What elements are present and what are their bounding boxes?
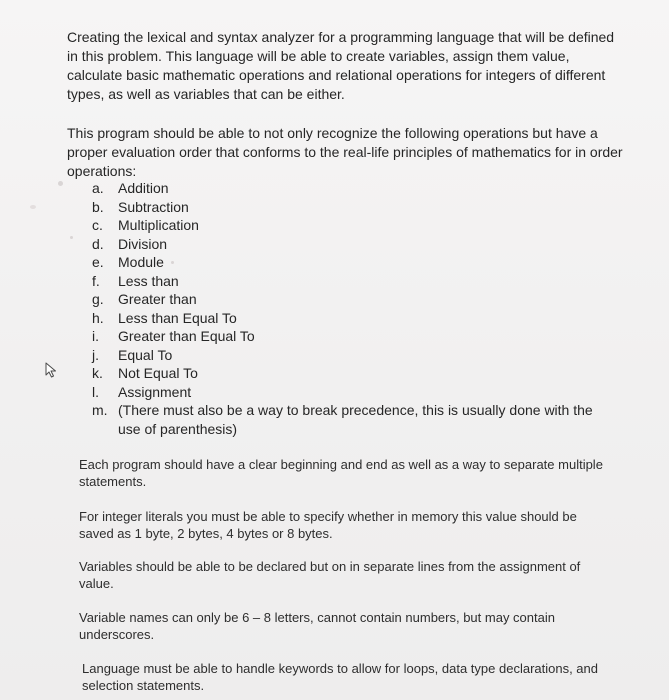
list-item (92, 309, 612, 328)
list-item-text: Greater than Equal To (118, 328, 255, 344)
list-item (92, 364, 612, 383)
list-item (92, 346, 612, 365)
variable-names-paragraph: Variable names can only be 6 – 8 letters, cannot contain numbers, but may contain underscores. (79, 610, 555, 642)
operations-lead-paragraph: This program should be able to not only recognize the following operations but have a proper evaluation order that conforms to the real-life principles of mathematics for in order operations: (67, 125, 623, 179)
list-marker: l. (92, 383, 99, 400)
list-marker: m. (92, 402, 108, 418)
list-item-text: Not Equal To (118, 365, 198, 381)
list-item (92, 327, 612, 346)
list-marker: b. (92, 198, 104, 215)
paper-speck (171, 261, 174, 264)
program-structure-paragraph: Each program should have a clear beginning and end as well as a way to separate multiple statements. (79, 457, 603, 489)
paper-speck (58, 181, 63, 186)
list-item (92, 383, 612, 402)
list-item-text: Greater than (118, 291, 197, 307)
paper-speck (30, 205, 36, 209)
list-marker: d. (92, 235, 104, 252)
list-item-text: Equal To (118, 346, 173, 363)
list-item-text: Addition (118, 180, 169, 196)
integer-literals-paragraph: For integer literals you must be able to specify whether in memory this value should be saved as 1 byte, 2 bytes, 4 bytes or 8 bytes. (79, 509, 577, 541)
variable-declaration-paragraph: Variables should be able to be declared but on in separate lines from the assignment of value. (79, 559, 581, 591)
list-item-text: (There must also be a way to break precedence, this is usually done with the use of parenthesis) (118, 402, 593, 437)
list-marker: i. (92, 328, 99, 344)
list-item (92, 179, 612, 198)
list-item-text: Module (118, 254, 164, 270)
list-item-text: Multiplication (118, 217, 199, 233)
list-marker: k. (92, 365, 103, 381)
operations-list (92, 179, 612, 438)
list-marker: j. (92, 346, 99, 363)
list-item (92, 235, 612, 254)
list-item (92, 198, 612, 217)
list-item-text: Assignment (118, 383, 192, 400)
list-item (92, 290, 612, 309)
list-item-text: Less than (118, 272, 179, 289)
list-marker: e. (92, 254, 104, 270)
list-marker: f. (92, 272, 100, 289)
mouse-pointer-icon (43, 362, 59, 378)
list-item (92, 253, 612, 272)
intro-paragraph: Creating the lexical and syntax analyzer for a programming language that will be defined in this problem. This language will be able to create variables, assign them value, calculate basic mathematic operations and relational operations for integers of different types, as well as variables that can be either. (67, 29, 615, 102)
list-marker: g. (92, 291, 104, 307)
list-item (92, 401, 612, 438)
list-marker: a. (92, 180, 104, 196)
paper-speck (70, 236, 73, 239)
list-item (92, 272, 612, 291)
list-item-text: Subtraction (118, 198, 189, 215)
list-marker: h. (92, 309, 104, 326)
keywords-paragraph: Language must be able to handle keywords to allow for loops, data type declarations, and selection statements. (82, 661, 599, 693)
list-marker: c. (92, 217, 103, 233)
list-item (92, 216, 612, 235)
list-item-text: Less than Equal To (118, 309, 237, 326)
list-item-text: Division (118, 235, 168, 252)
